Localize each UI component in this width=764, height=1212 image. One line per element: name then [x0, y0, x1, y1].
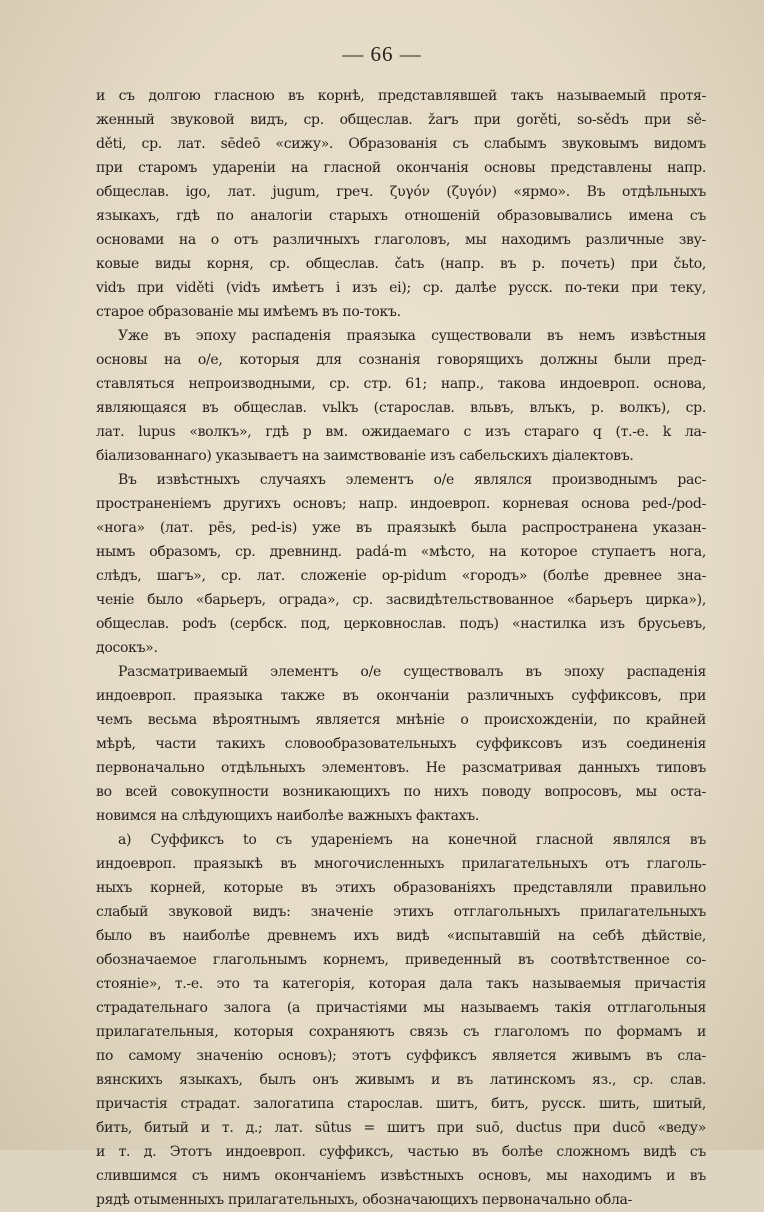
- paragraph-2: [96, 324, 706, 468]
- text-line: и т. д. Этотъ индоевроп. суффиксъ, частью въ болѣе сложномъ видѣ съ: [96, 1144, 706, 1160]
- text-line: общеслав. igo, лат. jugum, греч. ζυγόν (ζυγόν) «ярмо». Въ отдѣльныхъ: [96, 184, 706, 200]
- text-line: лат. lupus «волкъ», гдѣ р вм. ожидаемаго с изъ стараго q (т.-е. k ла-: [96, 424, 706, 440]
- text-line: индоевроп. праязыкѣ въ многочисленныхъ прилагательныхъ отъ глаголь-: [96, 856, 706, 872]
- paragraph-5: [96, 828, 706, 1212]
- text-line: прилагательныя, которыя сохраняютъ связь съ глаголомъ по формамъ и: [96, 1024, 706, 1040]
- text-line: а) Суффиксъ to съ удареніемъ на конечной гласной являлся въ: [118, 832, 706, 848]
- text-line: основы на o/e, которыя для сознанія говорящихъ должны были пред-: [96, 352, 706, 368]
- text-line: ченіе было «барьеръ, ограда», ср. засвидѣтельствованное «барьеръ цирка»),: [96, 592, 706, 608]
- text-line: основами на о отъ различныхъ глаголовъ, мы находимъ различные зву-: [96, 232, 706, 248]
- text-line: чемъ весьма вѣроятнымъ является мнѣніе о происхожденіи, по крайней: [96, 712, 706, 728]
- text-line: ковые виды корня, ср. общеслав. čаtъ (напр. въ р. почеть) при čьto,: [96, 256, 706, 272]
- text-line: женный звуковой видъ, ср. общеслав. žаrъ при gorěti, sо-sědъ при sě-: [96, 112, 706, 128]
- text-line: пространеніемъ другихъ основъ; напр. индоевроп. корневая основа ped-/pod-: [96, 496, 706, 512]
- text-line: общеслав. роdъ (сербск. под, церковнослав. подъ) «настилка изъ брусьевъ,: [96, 616, 706, 632]
- page-number: — 66 —: [342, 42, 422, 66]
- paragraph-3: [96, 468, 706, 660]
- text-line: обозначаемое глагольнымъ корнемъ, приведенный въ соотвѣтственное со-: [96, 952, 706, 968]
- paragraph-4: [96, 660, 706, 828]
- text-line: при старомъ удареніи на гласной окончанія основы представлены напр.: [96, 160, 706, 176]
- text-line: Уже въ эпоху распаденія праязыка существовали въ немъ извѣстныя: [118, 328, 706, 344]
- text-line: біализованнаго) указываетъ на заимствованіе изъ сабельскихъ діалектовъ.: [96, 448, 634, 464]
- text-line: мѣрѣ, части такихъ словообразовательныхъ суффиксовъ изъ соединенія: [96, 736, 706, 752]
- text-line: по самому значенію основъ); этотъ суффиксъ является живымъ въ сла-: [96, 1048, 706, 1064]
- text-line: слабый звуковой видъ: значеніе этихъ отглагольныхъ прилагательныхъ: [96, 904, 706, 920]
- text-body: [96, 84, 706, 1212]
- text-line: страдательнаго залога (а причастіями мы называемъ такія отглагольныя: [96, 1000, 706, 1016]
- text-line: во всей совокупности возникающихъ по нихъ поводу вопросовъ, мы оста-: [96, 784, 706, 800]
- text-line: děti, ср. лат. sēdeō «сижу». Образованія съ слабымъ звуковымъ видомъ: [96, 136, 706, 152]
- text-line: Въ извѣстныхъ случаяхъ элементъ o/e являлся производнымъ рас-: [118, 472, 706, 488]
- text-line: индоевроп. праязыка также въ окончаніи различныхъ суффиксовъ, при: [96, 688, 706, 704]
- text-line: новимся на слѣдующихъ наиболѣе важныхъ фактахъ.: [96, 808, 480, 824]
- text-line: слѣдъ, шагъ», ср. лат. сложеніе op-pidum «городъ» (болѣе древнее зна-: [96, 568, 706, 584]
- text-line: досокъ».: [96, 640, 158, 656]
- text-line: ставляться непроизводными, ср. стр. 61; напр., такова индоевроп. основа,: [96, 376, 706, 392]
- text-line: было въ наиболѣе древнемъ ихъ видѣ «испытавшій на себѣ дѣйствіе,: [96, 928, 706, 944]
- text-line: являющаяся въ общеслав. vьlkъ (старослав. вльвъ, влъкъ, р. волкъ), ср.: [96, 400, 706, 416]
- text-line: первоначально отдѣльныхъ элементовъ. Не разсматривая данныхъ типовъ: [96, 760, 706, 776]
- text-line: рядѣ отыменныхъ прилагательныхъ, обозначающихъ первоначально обла-: [96, 1192, 633, 1208]
- text-line: ныхъ корней, которые въ этихъ образованіяхъ представляли правильно: [96, 880, 706, 896]
- text-line: нымъ образомъ, ср. древнинд. padá-m «мѣсто, на которое ступаетъ нога,: [96, 544, 706, 560]
- text-line: слившимся съ нимъ окончаніемъ извѣстныхъ основъ, мы находимъ и въ: [96, 1168, 706, 1184]
- text-line: стояніе», т.-е. это та категорія, которая дала такъ называемыя причастія: [96, 976, 706, 992]
- text-line: Разсматриваемый элементъ o/e существовалъ въ эпоху распаденія: [118, 664, 706, 680]
- text-line: причастія страдат. залогатипа старослав. шитъ, битъ, русск. шить, шитый,: [96, 1096, 706, 1112]
- text-line: «нога» (лат. pēs, ped-is) уже въ праязыкѣ была распространена указан-: [96, 520, 706, 536]
- text-line: старое образованіе мы имѣемъ въ по-токъ.: [96, 304, 401, 320]
- text-line: vidъ при viděti (vidъ имѣетъ і изъ еі); ср. далѣе русск. по-теки при теку,: [96, 280, 706, 296]
- text-line: и съ долгою гласною въ корнѣ, представлявшей такъ называемый протя-: [96, 88, 706, 104]
- paragraph-1: [96, 84, 706, 324]
- text-line: бить, битый и т. д.; лат. sūtus = шитъ при suō, ductus при ducō «веду»: [96, 1120, 706, 1136]
- text-line: вянскихъ языкахъ, былъ онъ живымъ и въ латинскомъ яз., ср. слав.: [96, 1072, 706, 1088]
- text-line: языкахъ, гдѣ по аналогіи старыхъ отношеній образовывались имена съ: [96, 208, 706, 224]
